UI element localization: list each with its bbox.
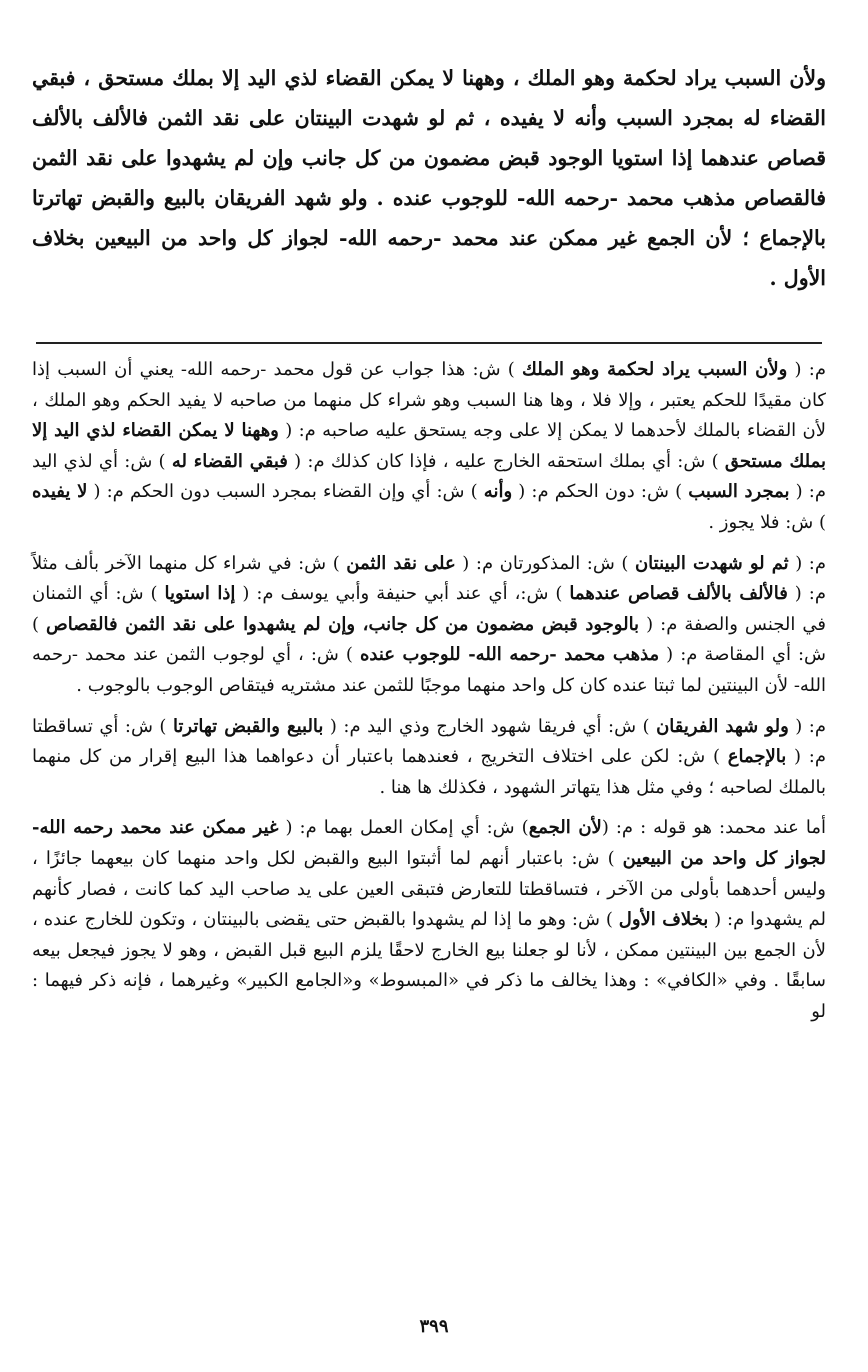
section-divider	[36, 342, 822, 344]
commentary-text: ) ش: باعتبار أنهم لما أثبتوا البيع والقبض لكل واحد منهما كان بيعهما جائزًا ، وليس أحدهما بأولى من الآخر ، فتساقطتا للتعارض فتبقى العين على يد صاحب اليد كما كانت ، فصار كأنهم لم يشهدوا م: (	[32, 847, 827, 931]
quoted-matn-text: بالبيع والقبض تهاترتا	[172, 715, 324, 737]
commentary-paragraph	[32, 355, 826, 539]
quoted-matn-text: وههنا لا يمكن القضاء لذي اليد إلا بملك مستحق	[32, 420, 827, 472]
quoted-matn-text: بخلاف الأول	[618, 909, 709, 931]
quoted-matn-text: لأن الجمع	[528, 817, 602, 839]
page-number: ٣٩٩	[419, 1316, 449, 1337]
commentary-text: م: (	[787, 359, 826, 380]
quoted-matn-text: مذهب محمد -رحمه الله- للوجوب عنده	[359, 644, 660, 666]
quoted-matn-text: بمجرد السبب	[688, 481, 790, 503]
commentary-text: ) ش: في شراء كل منهما الآخر بألف مثلاً م: (	[32, 552, 826, 605]
quoted-matn-text: بالوجود قبض مضمون من كل جانب، وإن لم يشهدوا على نقد الثمن فالقصاص	[46, 613, 640, 635]
quoted-matn-text: ثم لو شهدت البينتان	[634, 552, 789, 574]
commentary-paragraph	[32, 712, 826, 804]
quoted-matn-text: فبقي القضاء له	[171, 450, 288, 472]
commentary-text: ) ش: أي إمكان العمل بهما م: (	[278, 817, 529, 839]
commentary-paragraph	[32, 549, 826, 702]
commentary-text: ) ش: المذكورتان م: (	[455, 552, 635, 574]
quoted-matn-text: بالإجماع	[727, 746, 787, 768]
commentary-text: ) ش: دون الحكم م: (	[512, 481, 689, 503]
commentary-text: م: (	[788, 552, 827, 574]
main-text: ولأن السبب يراد لحكمة وهو الملك ، وههنا لا يمكن القضاء لذي اليد إلا بملك مستحق ، فبقي القضاء له بمجرد السبب وأنه لا يفيده ، ثم لو شهدت البينتان على نقد الثمن فالألف بالألف قصاص عندهما إذا استويا الوجود قبض مضمون من كل جانب وإن لم يشهدوا على نقد الثمن فالقصاص مذهب محمد -رحمه الله- للوجوب عنده . ولو شهد الفريقان بالبيع والقبض تهاترتا بالإجماع ؛ لأن الجمع غير ممكن عند محمد -رحمه الله- لجواز كل واحد من البيعين بخلاف الأول .	[32, 66, 826, 290]
quoted-matn-text: إذا استويا	[164, 583, 236, 605]
commentary-text: ) ش: أي المقاصة م: (	[32, 613, 827, 666]
commentary-text: ) ش: أي الثمنان في الجنس والصفة م: (	[32, 583, 827, 635]
commentary-text: ) ش: أي لذي اليد م: (	[32, 450, 826, 503]
commentary-text: ) ش: أي فريقا شهود الخارج وذي اليد م: (	[323, 715, 657, 737]
quoted-matn-text: غير ممكن عند محمد رحمه الله- لجواز كل واحد من البيعين	[32, 817, 826, 869]
commentary-text: م: (	[788, 715, 826, 737]
commentary-text: ) ش:، أي عند أبي حنيفة وأبي يوسف م: (	[235, 583, 570, 605]
quoted-matn-text: ولو شهد الفريقان	[656, 715, 789, 737]
commentary-text: أما عند محمد: هو قوله : م: (	[601, 817, 826, 839]
commentary-text: ) ش: ، أي لوجوب الثمن عند محمد -رحمه الله- لأن البينتين لما ثبتا عنده كان كل واحد منهما موجبًا للثمن عند مشتريه فيتقاص الوجوب بالوجوب .	[32, 644, 826, 696]
commentary-text: ) ش: أي بملك استحقه الخارج عليه ، فإذا كان كذلك م: (	[287, 450, 725, 472]
main-text-block	[32, 58, 826, 298]
commentary-block	[32, 355, 826, 1037]
commentary-text: ) ش: هذا جواب عن قول محمد -رحمه الله- يعني أن السبب إذا كان مقيدًا للحكم يعتبر ، وإلا فلا ، وها هنا السبب وهو شراء كل منهما من صاحبه لا يفيد الحكم وهو الملك ، لأن القضاء بالملك لأحدهما لا يمكن إلا على وجه يستحق عليه صاحبه م: (	[32, 359, 827, 442]
quoted-matn-text: على نقد الثمن	[346, 552, 456, 574]
quoted-matn-text: فالألف بالألف قصاص عندهما	[569, 583, 788, 605]
commentary-text: ) ش: أي تساقطتا م: (	[32, 715, 826, 768]
quoted-matn-text: ولأن السبب يراد لحكمة وهو الملك	[522, 359, 788, 380]
commentary-text: ) ش: وهو ما إذا لم يشهدوا بالقبض حتى يقضى بالبينتان ، وتكون للخارج عنده ، لأن الجمع بين البينتين ممكن ، لأنا لو جعلنا بيع الخارج لاحقًا يلزم البيع قبل القبض ، وهو لا يجوز فيجعل بيعه سابقًا . وفي «الكافي» : وهذا يخالف ما ذكر في «المبسوط» و«الجامع الكبير» وغيرهما ، فإنه ذكر فيهما : لو	[32, 909, 826, 1022]
quoted-matn-text: لا يفيده	[32, 481, 88, 503]
quoted-matn-text: وأنه	[483, 481, 513, 503]
commentary-paragraph	[32, 813, 826, 1027]
commentary-text: ) ش: فلا يجوز .	[708, 511, 826, 533]
commentary-text: ) ش: لكن على اختلاف التخريج ، فعندهما باعتبار أن دعواهما هذا البيع إقرار من كل منهما بالملك لصاحبه ؛ وفي مثل هذا يتهاتر الشهود ، فكذلك ها هنا .	[32, 746, 826, 798]
commentary-text: ) ش: أي وإن القضاء بمجرد السبب دون الحكم م: (	[87, 481, 484, 503]
